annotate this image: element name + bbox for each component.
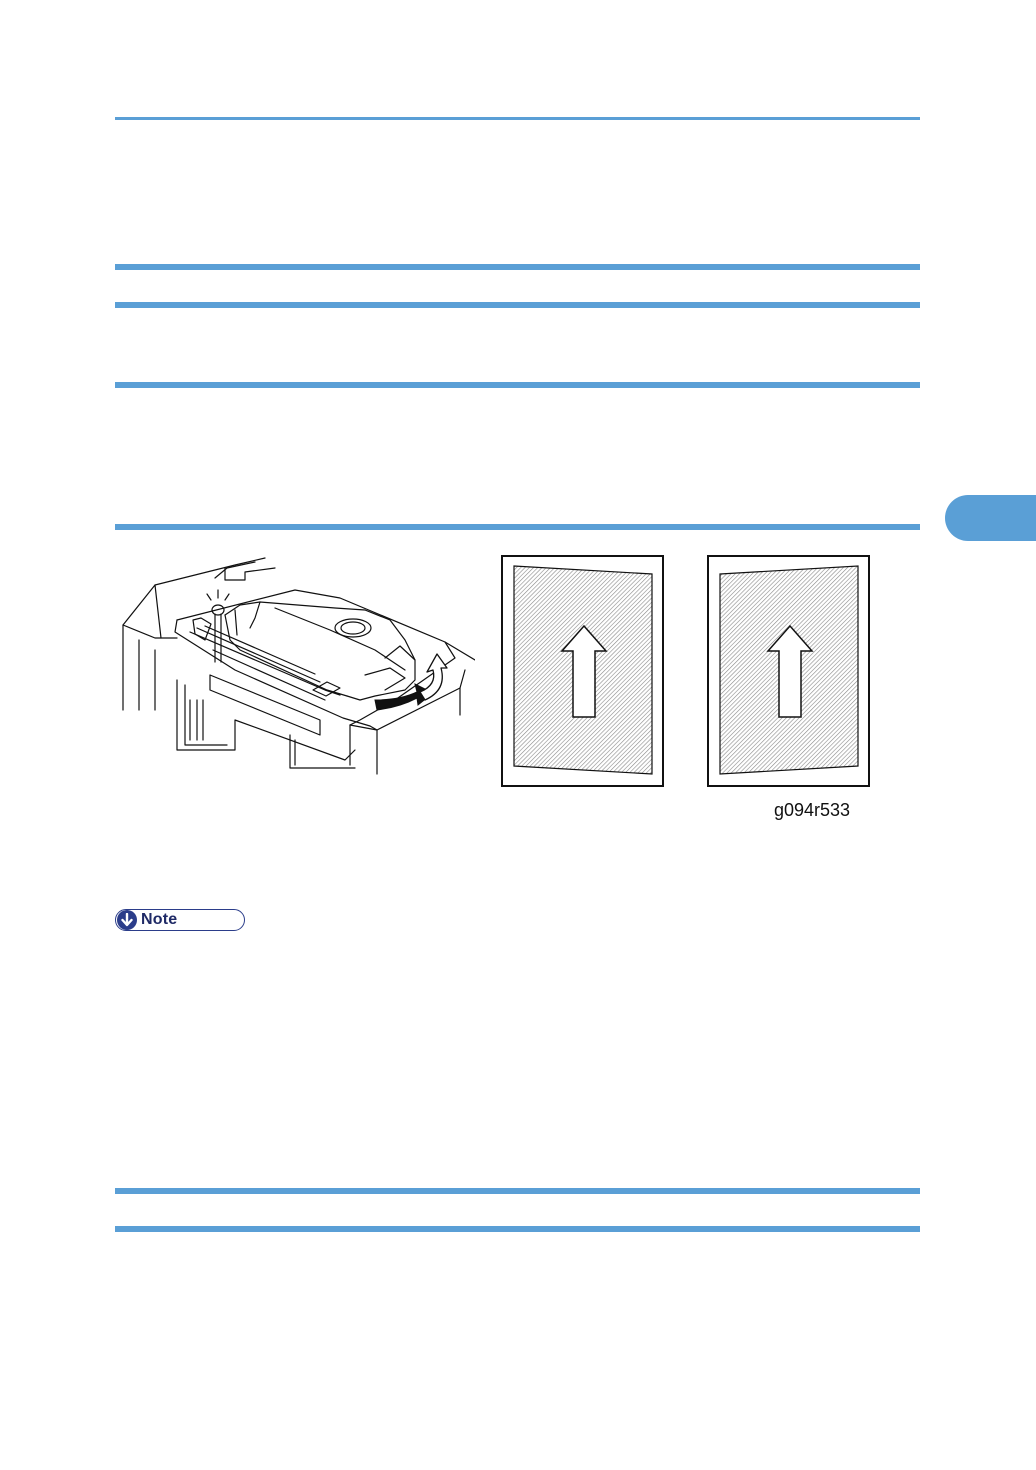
section-rule-3	[115, 382, 920, 388]
down-arrow-icon	[117, 910, 137, 930]
chapter-tab	[945, 495, 1036, 541]
note-badge	[115, 909, 245, 931]
section-rule-1	[115, 264, 920, 270]
laser-unit-illustration	[115, 550, 475, 775]
note-label: Note	[141, 911, 178, 928]
section-rule-6	[115, 1226, 920, 1232]
header-rule	[115, 117, 920, 120]
section-rule-4	[115, 524, 920, 530]
skew-examples-illustration	[500, 554, 872, 790]
figure-id: g094r533	[774, 800, 851, 820]
section-rule-2	[115, 302, 920, 308]
section-rule-5	[115, 1188, 920, 1194]
